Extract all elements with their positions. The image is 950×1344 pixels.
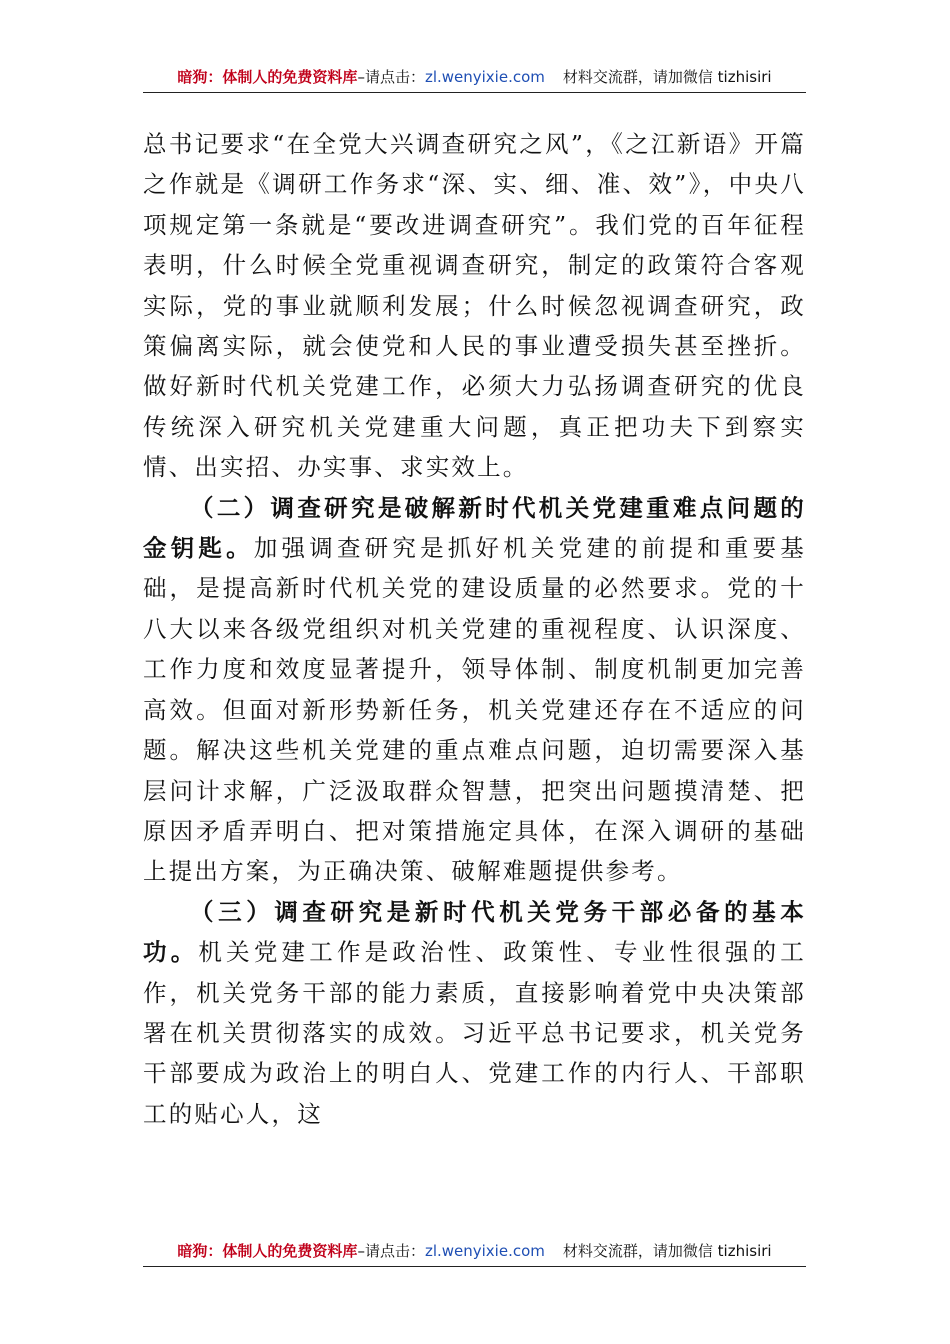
footer-link[interactable]: zl.wenyixie.com (424, 1242, 545, 1260)
header-prompt: –请点击： (357, 68, 425, 86)
header-link[interactable]: zl.wenyixie.com (424, 68, 545, 86)
paragraph-2 (143, 488, 806, 892)
document-body (143, 124, 806, 1134)
paragraph-3-heading: （三）调查研究是新时代机关党务干部必备的基本功。 (143, 897, 806, 967)
page-footer (143, 1236, 806, 1267)
paragraph-3 (143, 892, 806, 1134)
footer-contact: 材料交流群，请加微信 tizhisiri (562, 1242, 772, 1260)
footer-prompt: –请点击： (357, 1242, 425, 1260)
footer-brand: 暗狗：体制人的免费资料库 (177, 1242, 358, 1260)
paragraph-3-text: 机关党建工作是政治性、政策性、专业性很强的工作，机关党务干部的能力素质，直接影响着党中央决策部署在机关贯彻落实的成效。习近平总书记要求，机关党务干部要成为政治上的明白人、党建工作的内行人、干部职工的贴心人，这 (143, 938, 806, 1128)
paragraph-1: 总书记要求“在全党大兴调查研究之风”，《之江新语》开篇之作就是《调研工作务求“深、实、细、准、效”》，中央八项规定第一条就是“要改进调查研究”。我们党的百年征程表明，什么时候全党重视调查研究，制定的政策符合客观实际，党的事业就顺利发展；什么时候忽视调查研究，政策偏离实际，就会使党和人民的事业遭受损失甚至挫折。做好新时代机关党建工作，必须大力弘扬调查研究的优良传统深入研究机关党建重大问题，真正把功夫下到察实情、出实招、办实事、求实效上。 (143, 130, 806, 482)
paragraph-2-heading: （二）调查研究是破解新时代机关党建重难点问题的金钥匙。 (143, 493, 806, 563)
page-header (143, 62, 806, 93)
header-contact: 材料交流群，请加微信 tizhisiri (562, 68, 772, 86)
header-brand: 暗狗：体制人的免费资料库 (177, 68, 358, 86)
paragraph-2-text: 加强调查研究是抓好机关党建的前提和重要基础，是提高新时代机关党的建设质量的必然要求。党的十八大以来各级党组织对机关党建的重视程度、认识深度、工作力度和效度显著提升，领导体制、制度机制更加完善高效。但面对新形势新任务，机关党建还存在不适应的问题。解决这些机关党建的重点难点问题，迫切需要深入基层问计求解，广泛汲取群众智慧，把突出问题摸清楚、把原因矛盾弄明白、把对策措施定具体，在深入调研的基础上提出方案，为正确决策、破解难题提供参考。 (143, 534, 806, 886)
